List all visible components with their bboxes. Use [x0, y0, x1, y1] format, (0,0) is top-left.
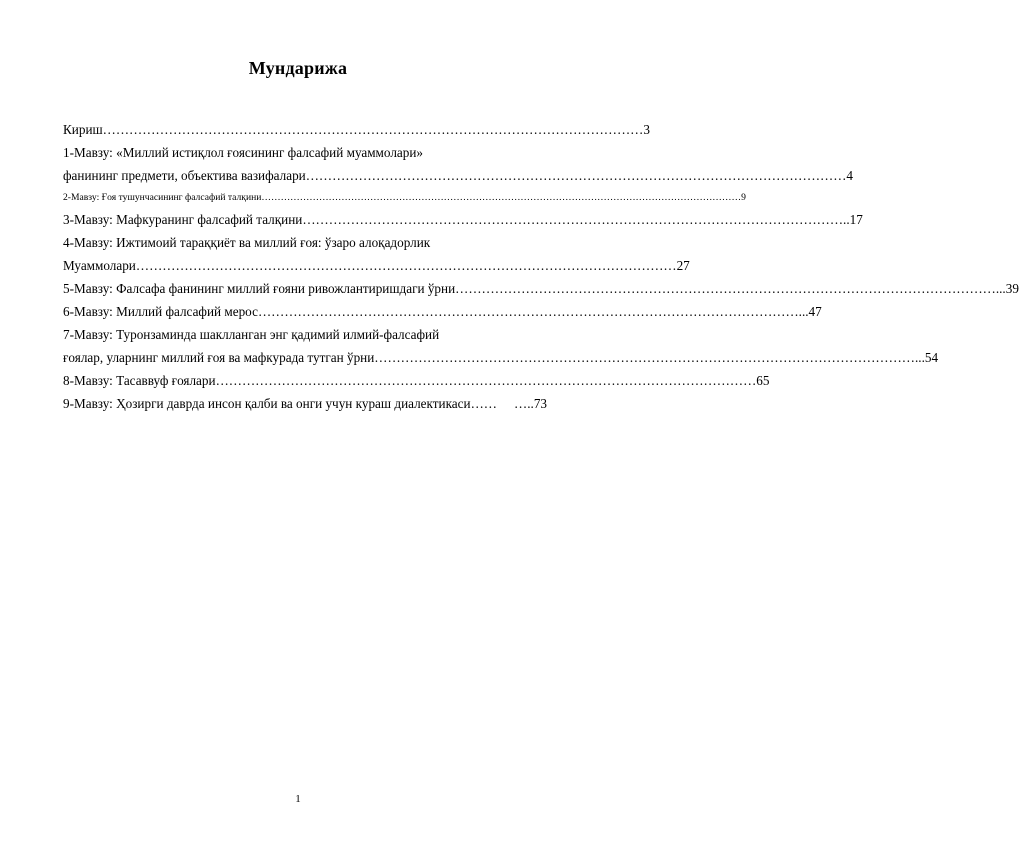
- toc-entry-1: фанининг предмети, объектива вазифалари …………………………………………………………………………………………………………… 4: [63, 168, 853, 183]
- toc-entry-8: 8-Мавзу: Тасаввуф ғоялари …………………………………………………………………………………………………………… 65: [63, 373, 770, 388]
- toc-entry-7-line1: 7-Мавзу: Туронзаминда шаклланган энг қадимий илмий-фалсафий: [63, 327, 440, 342]
- toc-entry-9: 9-Мавзу: Ҳозирги даврда инсон қалби ва онги учун кураш диалектикаси …… …..73: [63, 396, 547, 411]
- toc-entry-2: 2-Мавзу: Ғоя тушунчасининг фалсафий талқини …………………………………………………………………………………………………………………………………… 9: [63, 192, 746, 203]
- table-of-contents: [63, 121, 1019, 418]
- toc-entry-4: Муаммолари …………………………………………………………………………………………………………… 27: [63, 258, 690, 273]
- page-number: 1: [295, 793, 301, 805]
- toc-entry-intro: Кириш …………………………………………………………………………………………………………… 3: [63, 122, 650, 137]
- toc-entry-4-line1: 4-Мавзу: Ижтимоий тараққиёт ва миллий ғоя: ўзаро алоқадорлик: [63, 235, 431, 250]
- toc-entry-3: 3-Мавзу: Мафкуранинг фалсафий талқини …………………………………………………………………………………………………………… ..17: [63, 212, 863, 227]
- toc-entry-6: 6-Мавзу: Миллий фалсафий мерос …………………………………………………………………………………………………………… ...47: [63, 304, 822, 319]
- page-title: Мундарижа: [248, 58, 348, 78]
- toc-entry-5: 5-Мавзу: Фалсафа фанининг миллий ғояни ривожлантиришдаги ўрни …………………………………………………………………………………………………………… ...39: [63, 281, 1019, 296]
- toc-entry-1-line1: 1-Мавзу: «Миллий истиқлол ғоясининг фалсафий муаммолари»: [63, 145, 424, 160]
- toc-entry-7: ғоялар, уларнинг миллий ғоя ва мафкурада тутган ўрни …………………………………………………………………………………………………………… ...54: [63, 350, 939, 365]
